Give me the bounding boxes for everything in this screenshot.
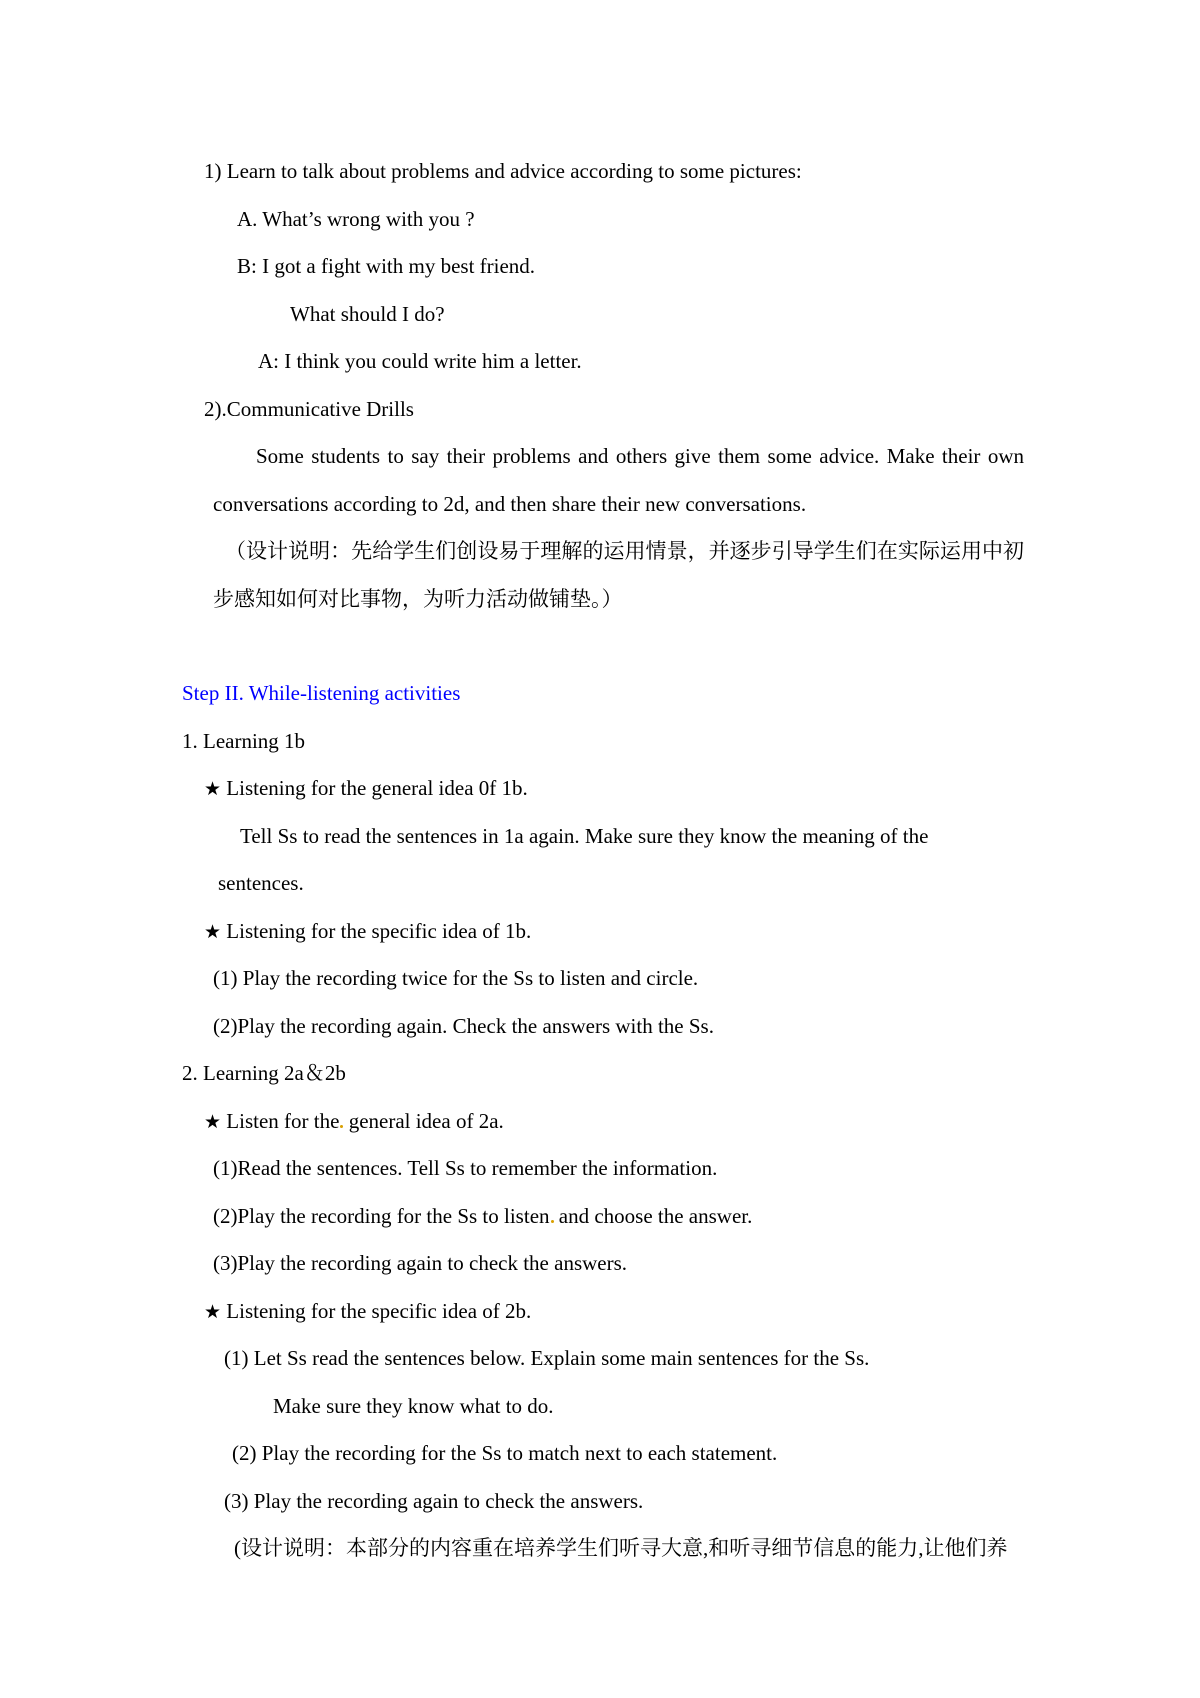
star-bullet-icon: ★ [204,1301,222,1323]
text-line: (2)Play the recording for the Ss to listen and choose the answer. [213,1204,753,1228]
section-heading: Step II. While-listening activities [182,681,461,705]
text-line: (3)Play the recording again to check the answers. [213,1251,628,1275]
text-line: (1)Read the sentences. Tell Ss to remember the information. [213,1156,718,1180]
bullet-item: ★ Listening for the specific idea of 2b. [204,1299,532,1323]
text-line: What should I do? [290,302,445,326]
text-line: B: I got a fight with my best friend. [237,254,536,278]
text-line: sentences. [218,871,304,895]
mark-dot-icon [551,1220,554,1223]
text-line: 步感知如何对比事物，为听力活动做铺垫。） [213,587,623,611]
text-line: 1. Learning 1b [182,729,306,753]
text-line: (2)Play the recording again. Check the answers with the Ss. [213,1014,714,1038]
mark-dot-icon [340,1125,343,1128]
text-line: A. What’s wrong with you ? [237,207,475,231]
star-bullet-icon: ★ [204,1111,222,1133]
text-line: (1) Let Ss read the sentences below. Explain some main sentences for the Ss. [224,1346,870,1370]
star-bullet-icon: ★ [204,921,222,943]
text-line: (设计说明：本部分的内容重在培养学生们听寻大意,和听寻细节信息的能力,让他们养 [234,1536,1008,1560]
text-line: (3) Play the recording again to check the answers. [224,1489,644,1513]
text-line: 2. Learning 2a＆2b [182,1061,346,1085]
star-bullet-icon: ★ [204,778,222,800]
text-line: Tell Ss to read the sentences in 1a again. Make sure they know the meaning of the [240,824,929,848]
text-line: Some students to say their problems and others give them some advice. Make their own [256,444,1024,468]
text-line: conversations according to 2d, and then share their new conversations. [213,492,807,516]
text-line: 1) Learn to talk about problems and advice according to some pictures: [204,159,802,183]
text-line: A: I think you could write him a letter. [258,349,582,373]
text-line: Make sure they know what to do. [273,1394,554,1418]
bullet-item: ★ Listening for the general idea 0f 1b. [204,776,528,800]
text-line: (1) Play the recording twice for the Ss to listen and circle. [213,966,699,990]
bullet-item: ★ Listening for the specific idea of 1b. [204,919,532,943]
text-line: 2).Communicative Drills [204,397,414,421]
text-line: （设计说明：先给学生们创设易于理解的运用情景，并逐步引导学生们在实际运用中初 [225,539,1024,563]
bullet-item: ★ Listen for the general idea of 2a. [204,1109,504,1133]
text-line: (2) Play the recording for the Ss to match next to each statement. [232,1441,778,1465]
